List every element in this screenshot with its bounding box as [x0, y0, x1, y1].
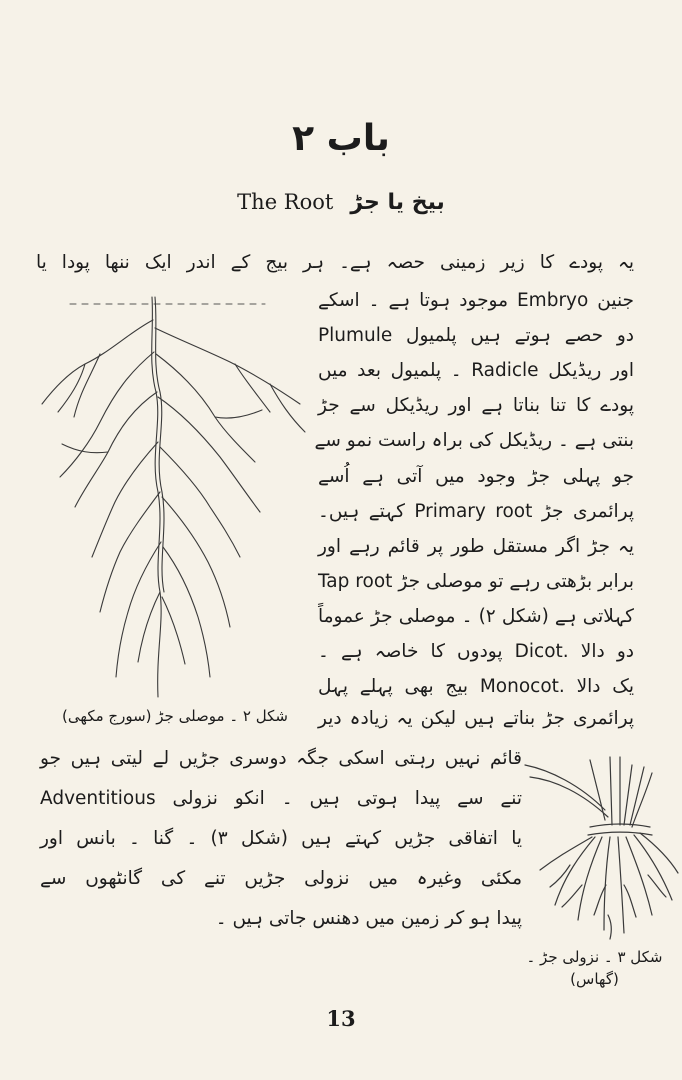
section-title-urdu: بیخ یا جڑ [350, 190, 445, 215]
section-title-english: The Root [237, 190, 334, 214]
section-title [0, 190, 682, 215]
paragraph-line: یا اتفاقی جڑیں کہتے ہیں (شکل ۳) ۔ گنا ۔ بانس اور [40, 828, 522, 849]
paragraph-line: یہ پودے کا زیر زمینی حصہ ہے۔ ہر بیج کے اندر ایک ننھا پودا یا [36, 252, 634, 273]
paragraph-line: جنین Embryo موجود ہوتا ہے ۔ اسکے [318, 290, 634, 311]
tap-root-drawing-icon [30, 292, 322, 712]
paragraph-line: قائم نہیں رہتی اسکی جگہ دوسری جڑیں لے لیتی ہیں جو [40, 748, 522, 769]
paragraph-line: دو دالا .Dicot پودوں کا خاصہ ہے ۔ [318, 641, 634, 662]
paragraph-line: یہ جڑ اگر مستقل طور پر قائم رہے اور [318, 536, 634, 557]
figure-caption-tap-root: شکل ۲ ۔ موصلی جڑ (سورج مکھی) [62, 707, 288, 725]
caption-line: (گھاس) [570, 970, 619, 988]
paragraph-line: مکئی وغیرہ میں نزولی جڑیں تنے کی گانٹھوں سے [40, 868, 522, 889]
paragraph-line: پرائمری جڑ Primary root کہتے ہیں۔ [318, 501, 634, 522]
paragraph-line: جو پہلی جڑ وجود میں آتی ہے اُسے [318, 466, 634, 487]
paragraph-line: کہلاتی ہے (شکل ۲) ۔ موصلی جڑ عموماً [318, 606, 634, 627]
page-number: 13 [326, 1006, 356, 1031]
adventitious-root-drawing-icon [520, 755, 680, 945]
paragraph-line: دو حصے ہوتے ہیں پلمیول Plumule [318, 325, 634, 346]
paragraph-line: یک دالا .Monocot بیج بھی پہلے پہل [318, 676, 634, 697]
paragraph-line: برابر بڑھتی رہے تو موصلی جڑ Tap root [318, 571, 634, 592]
paragraph-line: پودے کا تنا بناتا ہے اور ریڈیکل سے جڑ [318, 395, 634, 416]
paragraph-line: اور ریڈیکل Radicle ۔ پلمیول بعد میں [318, 360, 634, 381]
paragraph-line: پیدا ہو کر زمین میں دھنس جاتی ہیں ۔ [215, 908, 522, 929]
paragraph-line: بنتی ہے ۔ ریڈیکل کی براہ راست نمو سے [314, 430, 634, 451]
paragraph-line: پرائمری جڑ بناتے ہیں لیکن یہ زیادہ دیر [318, 708, 634, 729]
paragraph-line: تنے سے پیدا ہوتی ہیں ۔ انکو نزولی Adventitious [40, 788, 522, 809]
caption-line: شکل ۳ ۔ نزولی جڑ ۔ [526, 948, 663, 966]
chapter-title: باب ۲ [292, 118, 390, 159]
figure-caption-adventitious-root [512, 946, 677, 990]
